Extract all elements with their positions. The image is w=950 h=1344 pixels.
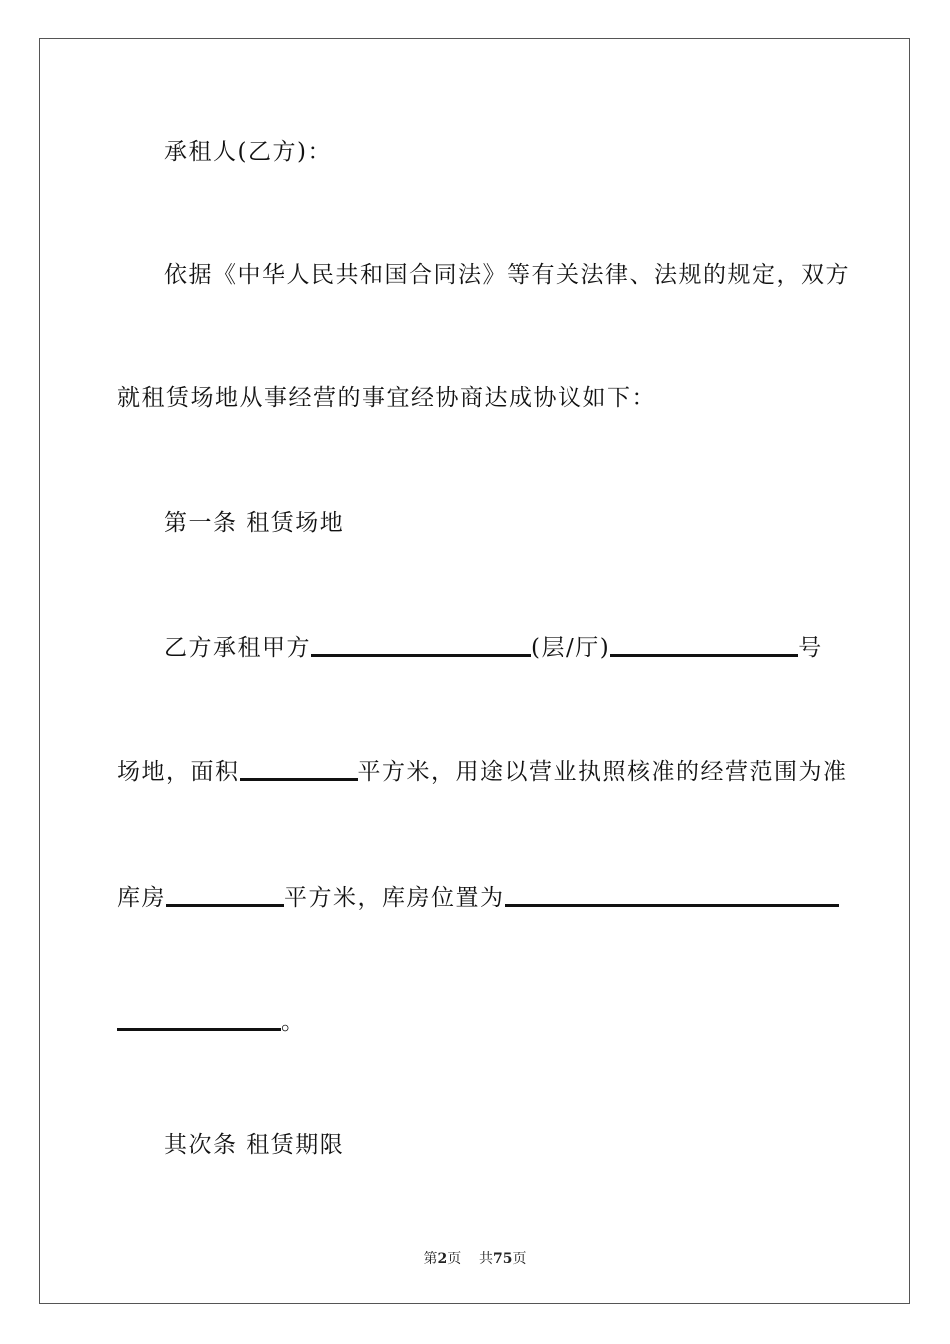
area-text-a: 场地，面积 <box>117 759 240 785</box>
article-1-heading: 第一条 租赁场地 <box>164 510 345 536</box>
warehouse-location-end: 。 <box>281 1009 306 1035</box>
warehouse-location-blank-2 <box>117 1012 281 1031</box>
warehouse-location-continued <box>117 1008 306 1036</box>
lessee-line: 承租人(乙方)： <box>164 139 332 165</box>
number-blank <box>610 638 798 657</box>
warehouse-location-blank <box>505 888 839 907</box>
page-border <box>39 38 910 1304</box>
lease-location-text-a: 乙方承租甲方 <box>164 635 311 661</box>
floor-blank <box>311 638 531 657</box>
area-blank <box>240 762 358 781</box>
lease-location-line <box>164 634 823 662</box>
page-suffix: 页 <box>447 1251 462 1267</box>
preamble-line-1: 依据《中华人民共和国合同法》等有关法律、法规的规定，双方 <box>164 262 850 288</box>
lease-location-text-b: (层/厅) <box>531 635 611 661</box>
warehouse-area-blank <box>166 888 284 907</box>
preamble-line-2: 就租赁场地从事经营的事宜经协商达成协议如下： <box>117 385 656 411</box>
total-prefix: 共 <box>479 1251 494 1267</box>
warehouse-text-a: 库房 <box>117 885 166 911</box>
total-pages: 75 <box>493 1251 513 1267</box>
area-line <box>117 758 848 786</box>
total-suffix: 页 <box>512 1251 527 1267</box>
warehouse-text-b: 平方米，库房位置为 <box>284 885 505 911</box>
lease-location-text-c: 号 <box>798 635 823 661</box>
page-number: 2 <box>437 1251 448 1267</box>
warehouse-line <box>117 884 839 912</box>
area-text-b: 平方米，用途以营业执照核准的经营范围为准 <box>357 759 848 785</box>
article-2-heading: 其次条 租赁期限 <box>164 1132 345 1158</box>
page-footer <box>0 1248 950 1268</box>
page-prefix: 第 <box>423 1251 438 1267</box>
